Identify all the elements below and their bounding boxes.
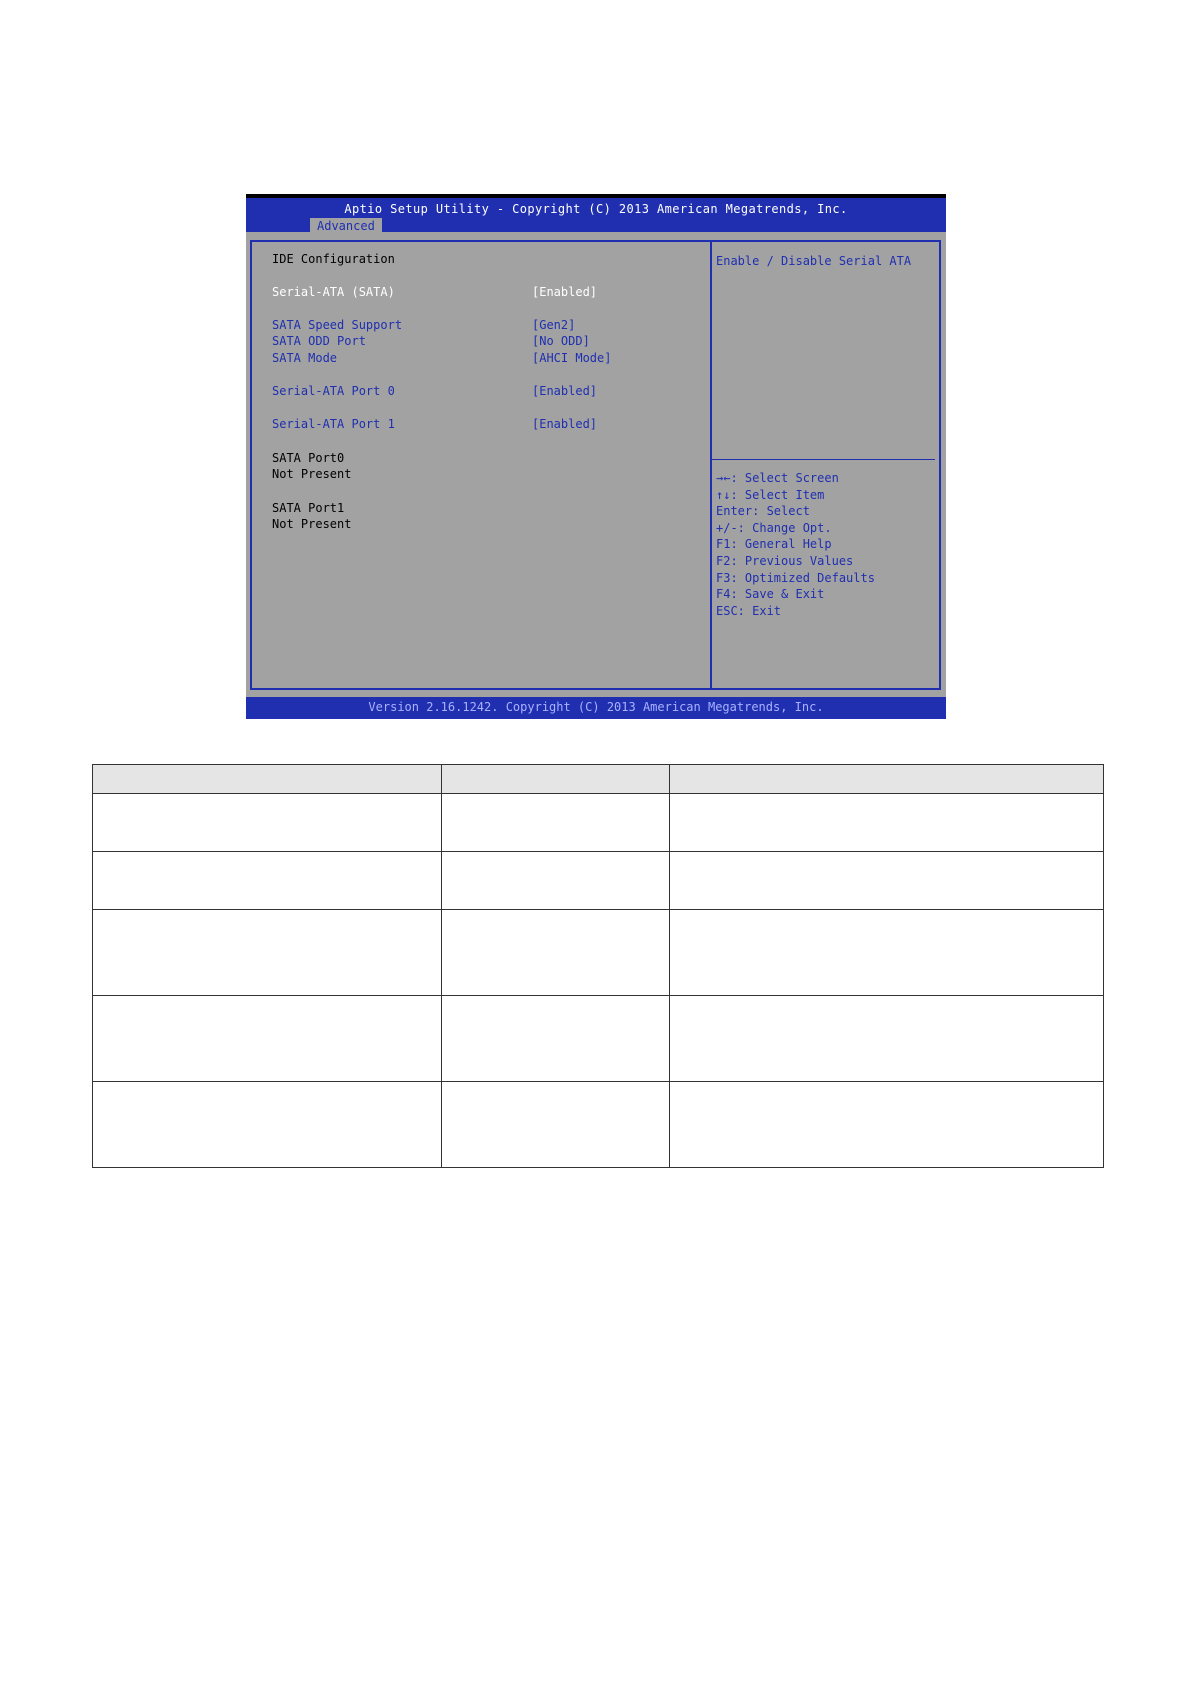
table-cell bbox=[93, 852, 442, 910]
status-label-port0: SATA Port0 bbox=[272, 451, 345, 465]
key-help-line: +/-: Change Opt. bbox=[716, 520, 832, 535]
table-cell bbox=[93, 996, 442, 1082]
setting-label-port-0[interactable]: Serial-ATA Port 0 bbox=[272, 384, 395, 398]
help-panel bbox=[710, 240, 941, 690]
key-help-line: F1: General Help bbox=[716, 537, 832, 552]
tab-advanced[interactable]: Advanced bbox=[310, 218, 382, 234]
table-cell bbox=[670, 1082, 1104, 1168]
key-help-line: ↑↓: Select Item bbox=[716, 487, 825, 502]
status-value-port1: Not Present bbox=[272, 517, 352, 531]
table-header-cell bbox=[670, 765, 1104, 794]
table-header-cell bbox=[93, 765, 442, 794]
help-divider bbox=[712, 459, 935, 460]
table-cell bbox=[442, 910, 670, 996]
section-title: IDE Configuration bbox=[272, 252, 395, 266]
status-value-port0: Not Present bbox=[272, 467, 352, 481]
table-cell bbox=[442, 852, 670, 910]
help-text: Enable / Disable Serial ATA bbox=[716, 254, 912, 268]
settings-description-table bbox=[92, 764, 1104, 1168]
table-cell bbox=[670, 996, 1104, 1082]
key-help-list bbox=[716, 470, 875, 619]
bios-title: Aptio Setup Utility - Copyright (C) 2013 American Megatrends, Inc. bbox=[344, 202, 848, 216]
key-help-line: F2: Previous Values bbox=[716, 553, 854, 568]
table-row bbox=[93, 794, 1104, 852]
table-cell bbox=[670, 910, 1104, 996]
settings-panel bbox=[250, 240, 710, 690]
bios-setup-screen bbox=[246, 194, 946, 719]
key-help-line: F4: Save & Exit bbox=[716, 587, 825, 602]
table-cell bbox=[442, 1082, 670, 1168]
table-cell bbox=[670, 794, 1104, 852]
table-cell bbox=[670, 852, 1104, 910]
setting-label-sata-mode[interactable]: SATA Mode bbox=[272, 351, 338, 365]
key-help-line: Enter: Select bbox=[716, 504, 810, 519]
setting-label-port-1[interactable]: Serial-ATA Port 1 bbox=[272, 417, 395, 431]
key-help-line: F3: Optimized Defaults bbox=[716, 570, 875, 585]
status-label-port1: SATA Port1 bbox=[272, 501, 345, 515]
setting-label-serial-ata[interactable]: Serial-ATA (SATA) bbox=[272, 285, 395, 299]
setting-value-serial-ata[interactable]: [Enabled] bbox=[532, 285, 598, 299]
setting-value-sata-speed[interactable]: [Gen2] bbox=[532, 318, 576, 332]
bios-footer: Version 2.16.1242. Copyright (C) 2013 American Megatrends, Inc. bbox=[246, 697, 946, 719]
setting-value-sata-odd-port[interactable]: [No ODD] bbox=[532, 334, 590, 348]
table-row bbox=[93, 852, 1104, 910]
table-cell bbox=[442, 794, 670, 852]
key-help-line: ESC: Exit bbox=[716, 603, 782, 618]
setting-label-sata-odd-port[interactable]: SATA ODD Port bbox=[272, 334, 366, 348]
table-header-cell bbox=[442, 765, 670, 794]
setting-label-sata-speed[interactable]: SATA Speed Support bbox=[272, 318, 403, 332]
setting-value-port-0[interactable]: [Enabled] bbox=[532, 384, 598, 398]
table-cell bbox=[93, 910, 442, 996]
key-help-line: →←: Select Screen bbox=[716, 471, 839, 485]
table-cell bbox=[93, 1082, 442, 1168]
setting-value-port-1[interactable]: [Enabled] bbox=[532, 417, 598, 431]
table-row bbox=[93, 1082, 1104, 1168]
table-row bbox=[93, 910, 1104, 996]
table-row bbox=[93, 996, 1104, 1082]
setting-value-sata-mode[interactable]: [AHCI Mode] bbox=[532, 351, 612, 365]
table-header-row bbox=[93, 765, 1104, 794]
bios-title-bar bbox=[246, 194, 946, 232]
table-cell bbox=[93, 794, 442, 852]
table-cell bbox=[442, 996, 670, 1082]
